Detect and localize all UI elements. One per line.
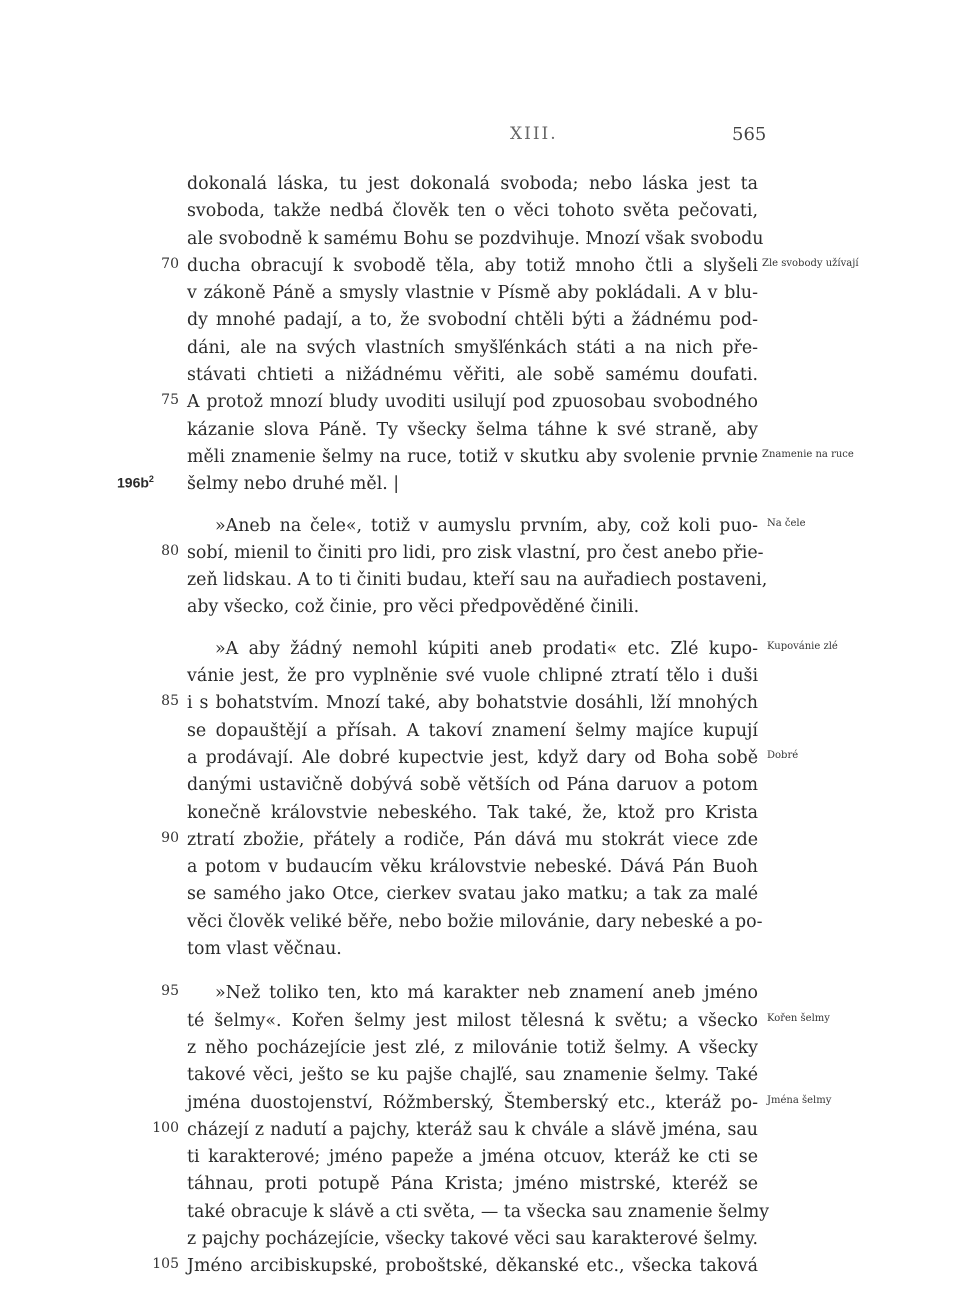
line-text: té šelmy«. Kořen šelmy jest milost tělesná k světu; a všecko [187, 1010, 758, 1031]
line-text: dy mnohé padají, a to, že svobodní chtěli býti a žádnému pod- [187, 310, 758, 331]
line-text: ztratí zbožie, přátely a rodiče, Pán dává mu stokrát viece zde [187, 829, 758, 850]
line-text: z pajchy pocházejície, všecky takové věci sau karakterové šelmy. [187, 1228, 758, 1249]
running-header [0, 124, 960, 148]
line-text: jména duostojenství, Róžmberský, Štemberský etc., kteráž po- [187, 1092, 758, 1113]
line-text: v zákoně Páně a smysly vlastnie v Písmě aby pokládali. A v blu- [187, 283, 758, 304]
line-text: z něho pocházejície jest zlé, z milovánie totiž šelmy. A všecky [187, 1037, 758, 1058]
line-text: také obracuje k slávě a cti světa, — ta všecka sau znamenie šelmy [187, 1201, 770, 1222]
line-text: takové věci, ješto se ku pajše chajľé, sau znamenie šelmy. Také [187, 1065, 758, 1086]
text-line [0, 362, 960, 389]
line-text: svoboda, takže nedbá člověk ten o věci tohoto světa pečovati, [187, 201, 758, 222]
text-line [0, 663, 960, 690]
line-text: tom vlast věčnau. [187, 939, 342, 960]
text-line [0, 198, 960, 225]
line-text: »A aby žádný nemohl kúpiti aneb prodati« etc. Zlé kupo- [215, 638, 758, 659]
paragraph [0, 636, 960, 964]
text-line [0, 1171, 960, 1198]
text-line [0, 881, 960, 908]
line-text: zeň lidskau. A to ti činiti budau, kteří sau na auřadiech postaveni, [187, 570, 768, 591]
text-line [0, 909, 960, 936]
line-text: kázanie slova Páně. Ty všecky šelma táhne k své straně, aby [187, 419, 758, 440]
text-line [0, 389, 960, 416]
paragraph [0, 513, 960, 622]
text-line [0, 936, 960, 963]
folio-reference [117, 474, 154, 491]
line-text: aby všecko, což činie, pro věci předpověděné činili. [187, 597, 640, 618]
text-line [0, 335, 960, 362]
margin-note: Znamenie na ruce [762, 448, 854, 460]
text-line [0, 280, 960, 307]
line-text: konečně královstvie nebeského. Tak také, že, ktož pro Krista [187, 802, 758, 823]
line-text: se dopauštějí a přísah. A takoví znamení šelmy majíce kupují [187, 720, 758, 741]
line-number: 90 [161, 829, 179, 846]
text-line [0, 567, 960, 594]
line-number: 100 [152, 1119, 179, 1136]
main-text [0, 171, 960, 1281]
line-text: ale svobodně k samému Bohu se pozdvihuje. Mnozí však svobodu [187, 228, 764, 249]
line-text: dáni, ale na svých vlastních smyšľénkách státi a na nich pře- [187, 337, 758, 358]
text-line [0, 594, 960, 621]
margin-note: Na čele [767, 517, 806, 529]
line-text: dokonalá láska, tu jest dokonalá svoboda; nebo láska jest ta [187, 174, 758, 194]
line-text: a potom v budaucím věku královstvie nebeské. Dává Pán Buoh [187, 857, 758, 878]
text-line [0, 1035, 960, 1062]
line-text: »Než toliko ten, kto má karakter neb znamení aneb jméno [215, 983, 758, 1004]
line-text: vánie jest, že pro vyplněnie své vuole chlipné ztratí tělo i duši [187, 666, 758, 687]
text-line [0, 1062, 960, 1089]
text-line [0, 772, 960, 799]
text-line [0, 745, 960, 772]
text-line [0, 1090, 960, 1117]
line-text: a prodávají. Ale dobré kupectvie jest, když dary od Boha sobě [187, 747, 758, 768]
text-line [0, 417, 960, 444]
text-line [0, 1199, 960, 1226]
margin-note: Kupovánie zlé [767, 640, 838, 652]
line-text: A protož mnozí bludy uvoditi usilují pod zpuosobau svobodného [187, 392, 758, 413]
line-number: 70 [161, 255, 179, 272]
line-number: 80 [161, 542, 179, 559]
margin-note: Jména šelmy [767, 1094, 832, 1106]
text-line [0, 171, 960, 198]
text-line [0, 540, 960, 567]
text-line [0, 253, 960, 280]
line-text: danými ustavičně dobývá sobě větších od Pána daruov a potom [187, 775, 758, 796]
folio-superscript: 2 [148, 474, 154, 485]
paragraph-gap [0, 499, 960, 513]
folio-label: 196b [117, 474, 149, 491]
text-line [0, 980, 960, 1007]
line-text: »Aneb na čele«, totiž v aumyslu prvním, aby, což koli puo- [215, 515, 758, 536]
text-line [0, 1253, 960, 1280]
text-line [0, 513, 960, 540]
margin-note: Kořen šelmy [767, 1012, 830, 1024]
line-text: měli znamenie šelmy na ruce, totiž v skutku aby svolenie prvnie [187, 446, 758, 467]
line-text: ducha obracují k svobodě těla, aby totiž mnoho čtli a slyšeli [187, 255, 758, 276]
chapter-number: XIII. [510, 124, 558, 144]
line-text: věci člověk veliké běře, nebo božie milovánie, dary nebeské a po- [187, 911, 763, 932]
line-text: cházejí z nadutí a pajchy, kteráž sau k chvále a slávě jména, sau [187, 1119, 758, 1140]
text-line [0, 1117, 960, 1144]
text-line [0, 718, 960, 745]
line-text: sobí, mienil to činiti pro lidi, pro zisk vlastní, pro čest anebo přie- [187, 542, 764, 563]
line-number: 75 [161, 392, 179, 409]
line-text: stávati chtieti a nižádnému věřiti, ale sobě samému doufati. [187, 365, 758, 386]
text-line [0, 690, 960, 717]
text-line [0, 1144, 960, 1171]
line-number: 85 [161, 693, 179, 710]
paragraph-gap [0, 963, 960, 980]
page-number: 565 [732, 124, 767, 145]
text-line [0, 471, 960, 498]
paragraph [0, 980, 960, 1280]
line-text: ti karakterové; jméno papeže a jména otcuov, kteráž ke cti se [187, 1147, 758, 1168]
line-text: šelmy nebo druhé měl. | [187, 474, 400, 495]
line-number: 95 [161, 983, 179, 1000]
paragraph [0, 171, 960, 499]
text-line [0, 636, 960, 663]
line-number: 105 [152, 1256, 179, 1273]
line-text: táhnau, proti potupě Pána Krista; jméno mistrské, kteréž se [187, 1174, 758, 1195]
text-line [0, 444, 960, 471]
text-line [0, 307, 960, 334]
text-line [0, 800, 960, 827]
text-line [0, 1226, 960, 1253]
text-line [0, 827, 960, 854]
text-line [0, 1008, 960, 1035]
paragraph-gap [0, 622, 960, 636]
margin-note: Dobré [767, 749, 799, 761]
margin-note: Zle svobody užívají [762, 257, 859, 269]
text-line [0, 226, 960, 253]
line-text: se samého jako Otce, cierkev svatau jako matku; a tak za malé [187, 884, 758, 905]
line-text: Jméno arcibiskupské, proboštské, děkanské etc., všecka taková [187, 1256, 758, 1277]
text-line [0, 854, 960, 881]
line-text: i s bohatstvím. Mnozí také, aby bohatstvie dosáhli, lží mnohých [187, 693, 758, 714]
